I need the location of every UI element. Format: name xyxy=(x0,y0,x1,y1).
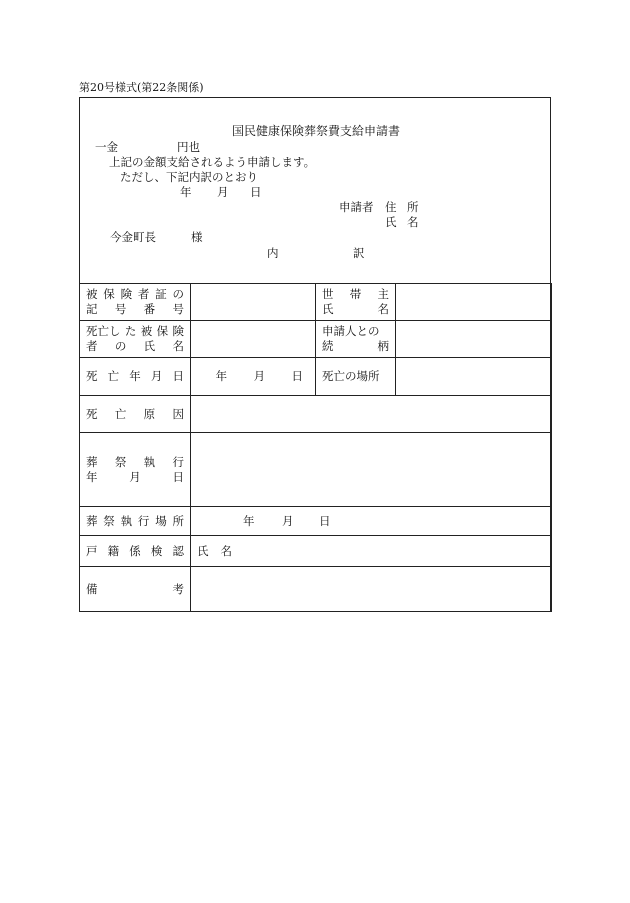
addressee-name: 今金町長 xyxy=(110,230,156,244)
amount-prefix: 一金 xyxy=(95,140,118,154)
application-year: 年 xyxy=(180,185,192,199)
death-cause-value[interactable] xyxy=(191,396,552,433)
application-day: 日 xyxy=(250,185,262,199)
table-row xyxy=(80,284,552,321)
remarks-value[interactable] xyxy=(191,567,552,612)
death-place-label: 死亡の場所 xyxy=(316,358,396,396)
proviso-text: ただし、下記内訳のとおり xyxy=(120,170,258,184)
table-row xyxy=(80,567,552,612)
addressee-honorific: 様 xyxy=(191,230,203,244)
applicant-label: 申請者 xyxy=(339,200,374,214)
funeral-place-value[interactable]: 年 月 日 xyxy=(191,507,552,536)
deceased-name-value[interactable] xyxy=(191,321,316,358)
applicant-address-char-1: 住 xyxy=(385,200,397,214)
table-row xyxy=(80,536,552,567)
table-row xyxy=(80,396,552,433)
amount-suffix: 円也 xyxy=(177,140,200,154)
applicant-name-char-2: 名 xyxy=(407,215,419,229)
remarks-label: 備 考 xyxy=(80,567,191,612)
funeral-place-label: 葬 祭 執 行 場 所 xyxy=(80,507,191,536)
deceased-name-label: 死亡し た 被 保 険 者 の 氏 名 xyxy=(80,321,191,358)
registry-check-value[interactable]: 氏 名 xyxy=(191,536,552,567)
details-table xyxy=(79,283,552,612)
application-form xyxy=(79,97,551,612)
form-title: 国民健康保険葬祭費支給申請書 xyxy=(232,124,401,138)
relationship-value[interactable] xyxy=(396,321,552,358)
application-month: 月 xyxy=(217,185,229,199)
insurance-id-value[interactable] xyxy=(191,284,316,321)
insurance-id-label: 被 保 険 者 証 の 記 号 番 号 xyxy=(80,284,191,321)
relationship-label: 申請人との 続 柄 xyxy=(316,321,396,358)
death-place-value[interactable] xyxy=(396,358,552,396)
breakdown-char-1: 内 xyxy=(267,246,279,260)
table-row xyxy=(80,321,552,358)
applicant-name-char-1: 氏 xyxy=(385,215,397,229)
table-row xyxy=(80,358,552,396)
breakdown-char-2: 訳 xyxy=(353,246,365,260)
form-number: 第20号様式(第22条関係) xyxy=(79,81,204,94)
registry-check-label: 戸 籍 係 検 認 xyxy=(80,536,191,567)
table-row xyxy=(80,507,552,536)
death-date-value[interactable]: 年 月 日 xyxy=(191,358,316,396)
table-row xyxy=(80,433,552,507)
death-cause-label: 死 亡 原 因 xyxy=(80,396,191,433)
request-statement: 上記の金額支給されるよう申請します。 xyxy=(109,155,316,169)
funeral-date-value[interactable] xyxy=(191,433,552,507)
householder-label: 世 帯 主 氏 名 xyxy=(316,284,396,321)
death-date-label: 死 亡 年 月 日 xyxy=(80,358,191,396)
householder-value[interactable] xyxy=(396,284,552,321)
form-header xyxy=(80,98,550,283)
applicant-address-char-2: 所 xyxy=(407,200,419,214)
funeral-date-label: 葬 祭 執 行 年 月 日 xyxy=(80,433,191,507)
